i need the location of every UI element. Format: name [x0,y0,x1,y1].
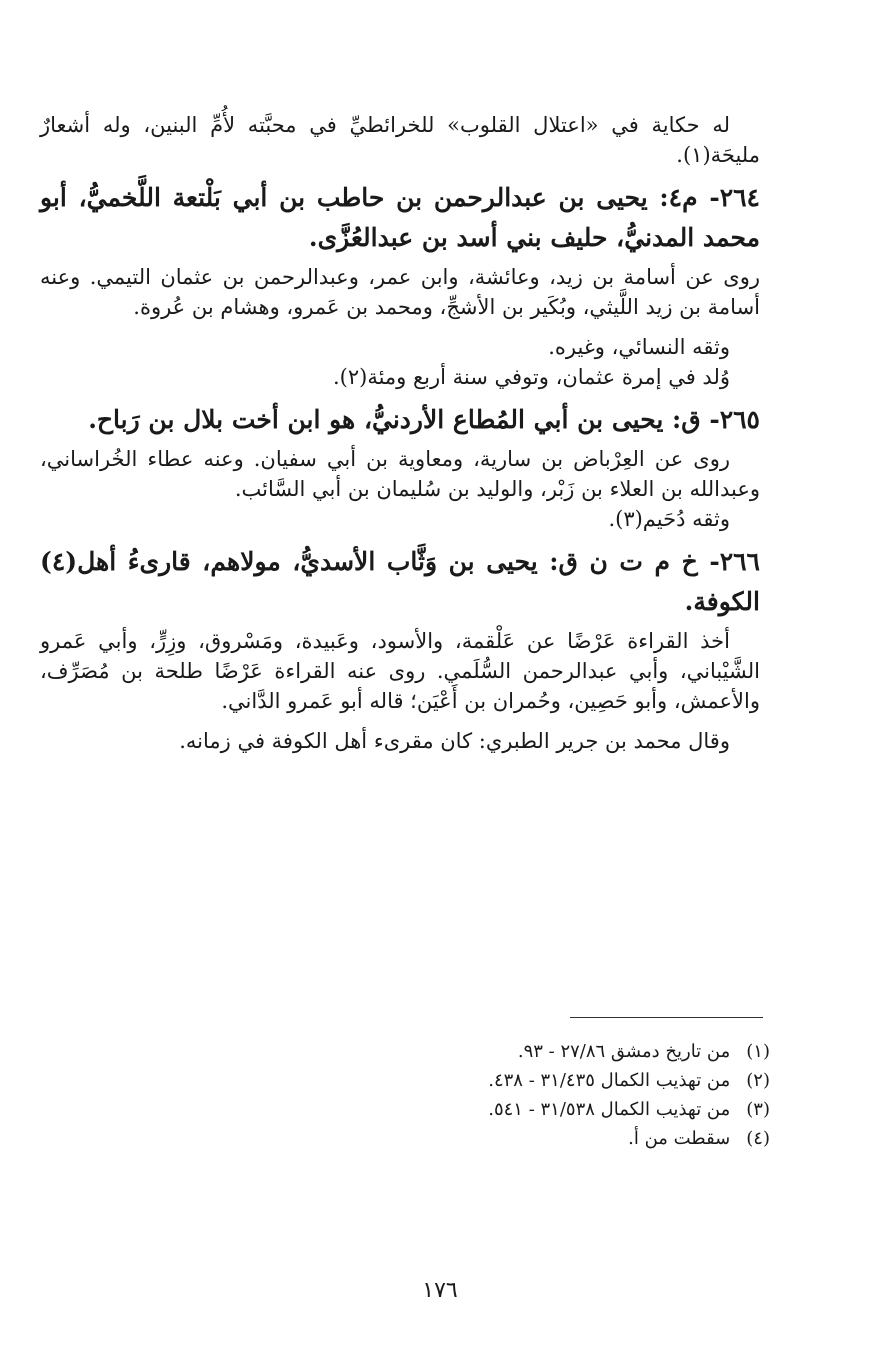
paragraph-264-narrators: روى عن أسامة بن زيد، وعائشة، وابن عمر، وعبدالرحمن بن عثمان التيمي. وعنه أسامة بن زيد اللَّيثي، وبُكَير بن الأشجِّ، ومحمد بن عَمرو، وهشام بن عُروة. [40,265,760,319]
footnote-number: (٢) [746,1070,770,1091]
footnote-text: من تهذيب الكمال ٣١/٥٣٨ - ٥٤١. [488,1099,731,1120]
footnote-item [300,1066,770,1095]
paragraph-265-narrators: روى عن العِرْباض بن سارية، ومعاوية بن أبي سفيان. وعنه عطاء الخُراساني، وعبدالله بن العلاء بن زَبْر، والوليد بن سُليمان بن أبي السَّائب. [40,447,760,501]
footnote-number: (٣) [746,1099,770,1120]
footnote-text: سقطت من أ. [628,1128,731,1149]
paragraph-266-tabari: وقال محمد بن جرير الطبري: كان مقرىء أهل الكوفة في زمانه. [179,729,730,753]
footnote-number: (٤) [746,1128,770,1149]
page-number: ١٧٦ [422,1278,458,1303]
page-body [40,110,760,756]
footnotes-list [300,1037,770,1153]
footnote-item [300,1124,770,1153]
paragraph-265-reliability: وثقه دُحَيم(٣). [608,507,730,531]
footnote-text: من تاريخ دمشق ٢٧/٨٦ - ٩٣. [517,1041,731,1062]
paragraph-266-reading: أخذ القراءة عَرْضًا عن عَلْقمة، والأسود، وعَبيدة، ومَسْروق، وزِرٍّ، وأبي عَمرو الشَّيْباني، وأبي عبدالرحمن السُّلَمي. روى عنه القراءة عَرْضًا طلحة بن مُصَرِّف، والأعمش، وأبو حَصِين، وحُمران بن أَعْيَن؛ قاله أبو عَمرو الدَّاني. [40,629,760,713]
entry-heading-264: ٢٦٤- م٤: يحيى بن عبدالرحمن بن حاطب بن أبي بَلْتعة اللَّخميُّ، أبو محمد المدنيُّ، حليف بني أسد بن عبدالعُزَّى. [40,183,760,252]
footnote-item [300,1037,770,1066]
footnote-divider [570,1017,763,1018]
paragraph-intro: له حكاية في «اعتلال القلوب» للخرائطيِّ في محبَّته لأُمِّ البنين، وله أشعارٌ مليحَة(١). [40,113,760,167]
entry-heading-265: ٢٦٥- ق: يحيى بن أبي المُطاع الأردنيُّ، هو ابن أخت بلال بن رَباح. [88,405,760,434]
paragraph-264-reliability: وثقه النسائي، وغيره. [548,335,730,359]
footnote-number: (١) [746,1041,770,1062]
footnote-text: من تهذيب الكمال ٣١/٤٣٥ - ٤٣٨. [488,1070,731,1091]
paragraph-264-birth-death: وُلد في إمرة عثمان، وتوفي سنة أربع ومئة(٢). [332,365,730,389]
entry-heading-266: ٢٦٦- خ م ت ن ق: يحيى بن وَثَّاب الأسديُّ، مولاهم، قارىءُ أهل(٤) الكوفة. [40,547,760,616]
footnote-item [300,1095,770,1124]
